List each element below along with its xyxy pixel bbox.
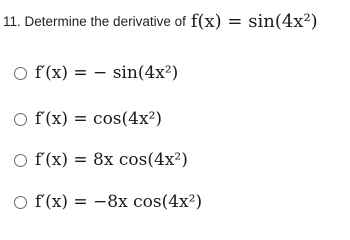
answer-option-3[interactable] (14, 145, 188, 175)
answer-option-4-label: f′(x) = −8x cos(4x²) (35, 192, 203, 212)
question-function: f(x) = sin(4x²) (190, 10, 318, 32)
answer-option-2[interactable] (14, 104, 162, 134)
answer-option-1-label: f′(x) = − sin(4x²) (35, 63, 179, 83)
radio-button-2[interactable] (14, 113, 27, 126)
radio-button-4[interactable] (14, 196, 27, 209)
answer-option-3-label: f′(x) = 8x cos(4x²) (35, 150, 188, 170)
question-header (3, 6, 318, 36)
radio-button-3[interactable] (14, 154, 27, 167)
answer-option-4[interactable] (14, 187, 202, 217)
answer-option-1[interactable] (14, 58, 178, 88)
answer-option-2-label: f′(x) = cos(4x²) (35, 109, 163, 129)
question-prompt: 11. Determine the derivative of (3, 13, 186, 29)
radio-button-1[interactable] (14, 67, 27, 80)
